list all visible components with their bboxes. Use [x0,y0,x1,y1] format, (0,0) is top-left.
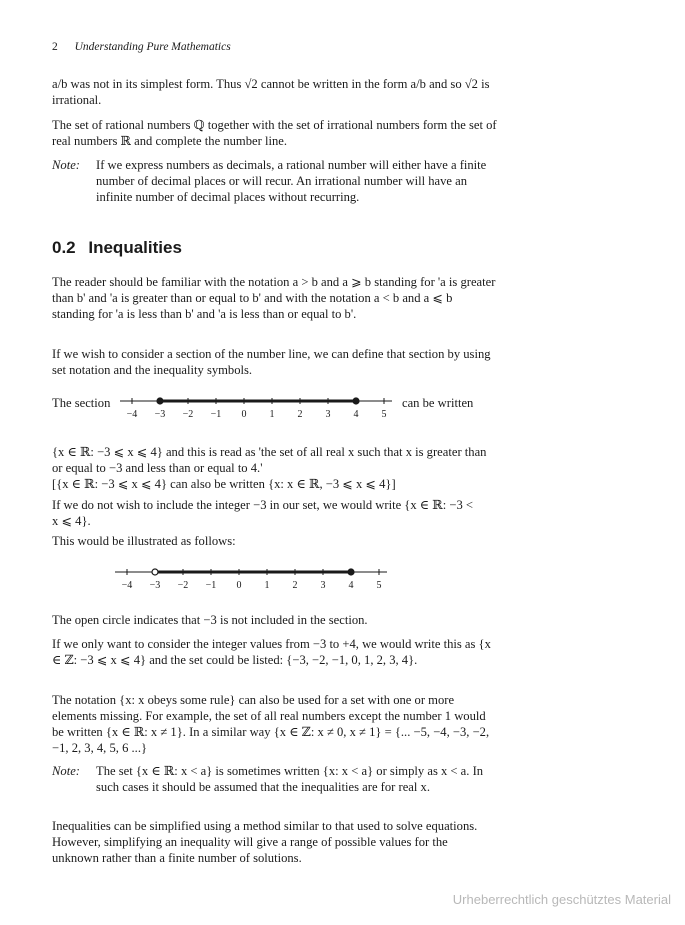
note-decimals [52,157,502,205]
tick-label: −3 [149,580,161,591]
watermark: Urheberrechtlich geschütztes Material [452,892,671,907]
paragraph-simplifying: Inequalities can be simplified using a method similar to that used to solve equations. However, simplifying an inequality will give a range of possible values for the unknown rather than a finite number of solutions. [52,819,478,865]
paragraph-irrational-conclusion: a/b was not in its simplest form. Thus √2 cannot be written in the form a/b and so √2 is irrational. [52,77,490,107]
tick-label: 1 [269,409,275,420]
tick-label: 4 [348,580,354,591]
tick-label: −2 [182,409,194,420]
section-suffix: can be written [402,396,474,410]
tick-label: −4 [121,580,133,591]
closed-endpoint [157,398,163,404]
tick-label: −1 [210,409,222,420]
note-label: Note: [52,764,80,778]
section-heading [52,238,182,258]
note-label: Note: [52,158,80,172]
tick-label: 3 [320,580,326,591]
section-title: Inequalities [88,238,182,257]
tick-label: −1 [205,580,217,591]
tick-label: −3 [154,409,166,420]
number-line-closed [118,392,402,424]
note-set-shorthand [52,763,492,795]
running-title: Understanding Pure Mathematics [74,41,231,53]
tick-label: 4 [353,409,359,420]
tick-label: 5 [381,409,387,420]
page-number: 2 [52,41,58,53]
paragraph-missing-elements: The notation {x: x obeys some rule} can also be used for a set with one or more elements missing. For example, the set of all real numbers except the number 1 would be written {x ∈ ℝ: x ≠ 1}. In a similar way {x ∈ ℤ: x ≠ 0, x ≠ 1} = {... −5, −4, −3, −2, −1, 2, 3, 4, 5, 6 ...} [52,693,490,755]
note-text: If we express numbers as decimals, a rational number will either have a finite number of decimal places or will recur. An irrational number will have an infinite number of decimal places without recurring. [96,158,487,204]
paragraph-set-reading: {x ∈ ℝ: −3 ⩽ x ⩽ 4} and this is read as 'the set of all real x such that x is greater than or equal to −3 and less than or equal to 4.' [52,445,487,475]
paragraph-real-numbers: The set of rational numbers ℚ together with the set of irrational numbers form the set of real numbers ℝ and complete the number line. [52,118,497,148]
number-line-open [113,563,397,595]
tick-label: 5 [376,580,382,591]
tick-label: 2 [292,580,298,591]
tick-label: 3 [325,409,331,420]
paragraph-integer-values: If we only want to consider the integer values from −3 to +4, we would write this as {x ∈ ℤ: −3 ⩽ x ⩽ 4} and the set could be listed: {−3, −2, −1, 0, 1, 2, 3, 4}. [52,637,491,667]
tick-label: 0 [236,580,242,591]
paragraph-open-circle: The open circle indicates that −3 is not included in the section. [52,613,368,627]
tick-label: 0 [241,409,247,420]
paragraph-illustration: This would be illustrated as follows: [52,534,236,548]
tick-label: −4 [126,409,138,420]
section-prefix: The section [52,396,111,410]
section-number: 0.2 [52,238,76,257]
running-header [52,41,231,53]
note-text: The set {x ∈ ℝ: x < a} is sometimes written {x: x < a} or simply as x < a. In such cases it should be assumed that the inequalities are for real x. [96,764,484,794]
paragraph-alt-notation: [{x ∈ ℝ: −3 ⩽ x ⩽ 4} can also be written {x: x ∈ ℝ, −3 ⩽ x ⩽ 4}] [52,477,396,491]
open-endpoint [152,569,158,575]
closed-endpoint [353,398,359,404]
tick-label: 2 [297,409,303,420]
paragraph-notation: The reader should be familiar with the notation a > b and a ⩾ b standing for 'a is greater than b' and 'a is greater than or equal to b' and with the notation a < b and a ⩽ b standing for 'a is less than b' and 'a is less than or equal to b'. [52,275,496,321]
tick-label: 1 [264,580,270,591]
closed-endpoint [348,569,354,575]
paragraph-exclude-integer: If we do not wish to include the integer −3 in our set, we would write {x ∈ ℝ: −3 < x ⩽ 4}. [52,498,474,528]
paragraph-section-intro: If we wish to consider a section of the number line, we can define that section by using set notation and the inequality symbols. [52,347,491,377]
tick-label: −2 [177,580,189,591]
